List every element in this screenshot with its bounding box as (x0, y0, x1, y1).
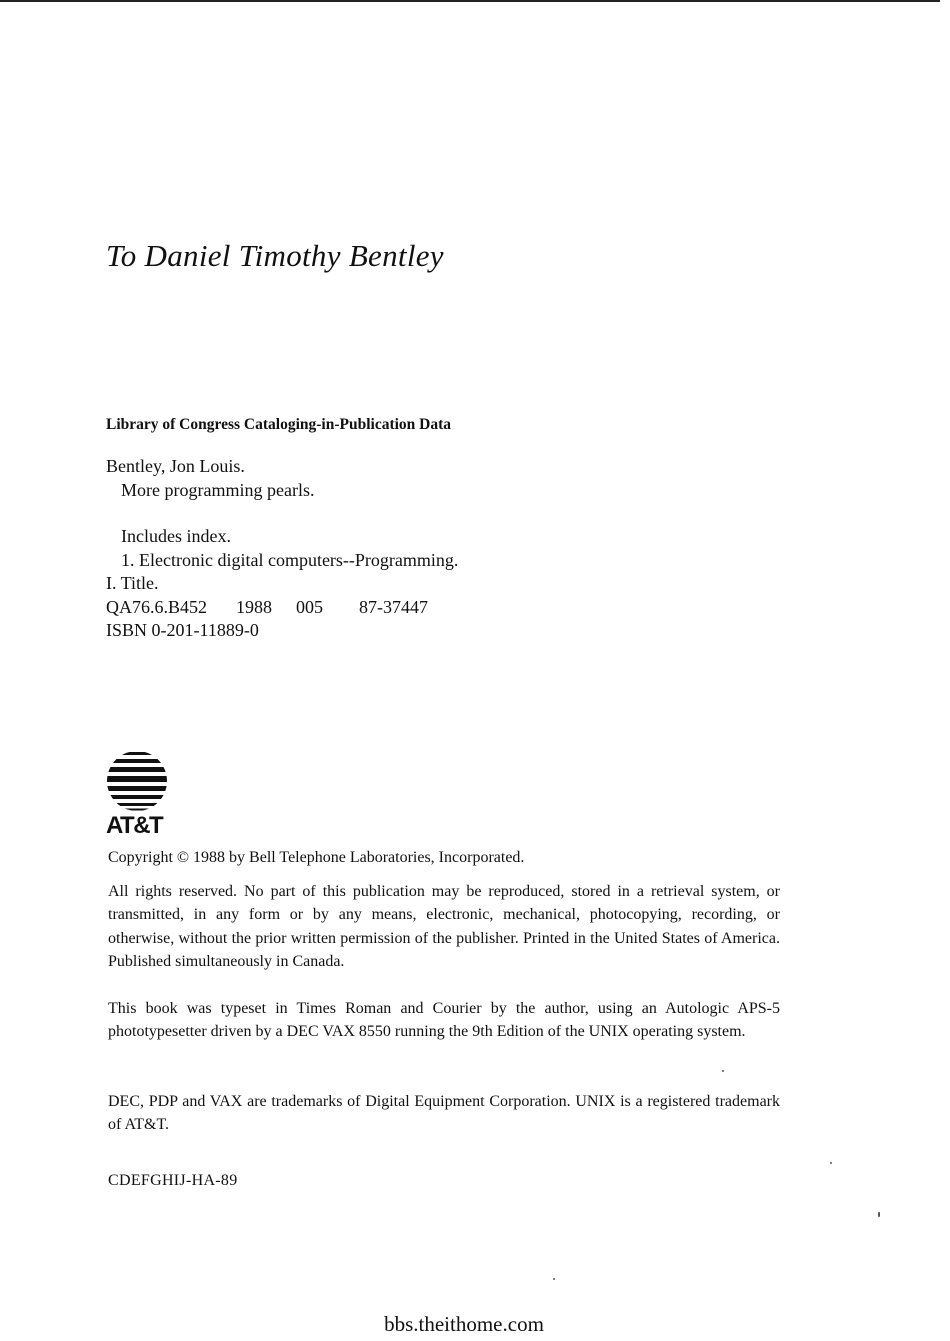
rights-notice: All rights reserved. No part of this publication may be reproduced, stored in a retrieval system, or transmitted, in any form or by any means, electronic, mechanical, photocopying, recording, or otherwise, without the prior written permission of the publisher. Printed in the United States of America. Published simultaneously in Canada. (108, 883, 780, 971)
cip-series-title: I. Title. (106, 573, 159, 593)
scan-speck (722, 1070, 724, 1072)
cip-dewey: 005 (296, 596, 323, 617)
page-top-rule (0, 0, 940, 2)
scan-speck (553, 1278, 555, 1280)
trademark-notice: DEC, PDP and VAX are trademarks of Digital Equipment Corporation. UNIX is a registered trademark of AT&T. (108, 1093, 780, 1134)
footer-url[interactable]: bbs.theithome.com (384, 1312, 544, 1336)
copyright-notice: Copyright © 1988 by Bell Telephone Laboratories, Incorporated. (108, 849, 525, 866)
cip-classification: QA76.6.B452 (106, 596, 208, 617)
cip-call-number (106, 596, 458, 620)
cip-heading: Library of Congress Cataloging-in-Publication Data (106, 416, 452, 433)
print-code: CDEFGHIJ-HA-89 (108, 1172, 238, 1189)
cip-subject: 1. Electronic digital computers--Programming. (121, 549, 459, 570)
cip-title: More programming pearls. (121, 479, 315, 500)
att-logo-text: AT&T (106, 812, 163, 839)
att-globe-icon (106, 750, 168, 812)
cip-author: Bentley, Jon Louis. (106, 456, 245, 476)
typesetting-notice: This book was typeset in Times Roman and Courier by the author, using an Autologic APS-5 phototypesetter driven by a DEC VAX 8550 running the 9th Edition of the UNIX operating system. (108, 1000, 780, 1041)
cip-isbn: ISBN 0-201-11889-0 (106, 620, 259, 640)
cip-record (106, 455, 458, 643)
cip-note: Includes index. (121, 526, 231, 546)
cip-lccn: 87-37447 (359, 596, 428, 617)
dedication: To Daniel Timothy Bentley (106, 238, 444, 273)
scan-speck (878, 1212, 880, 1217)
cip-year: 1988 (236, 596, 272, 617)
scan-speck (830, 1162, 832, 1164)
